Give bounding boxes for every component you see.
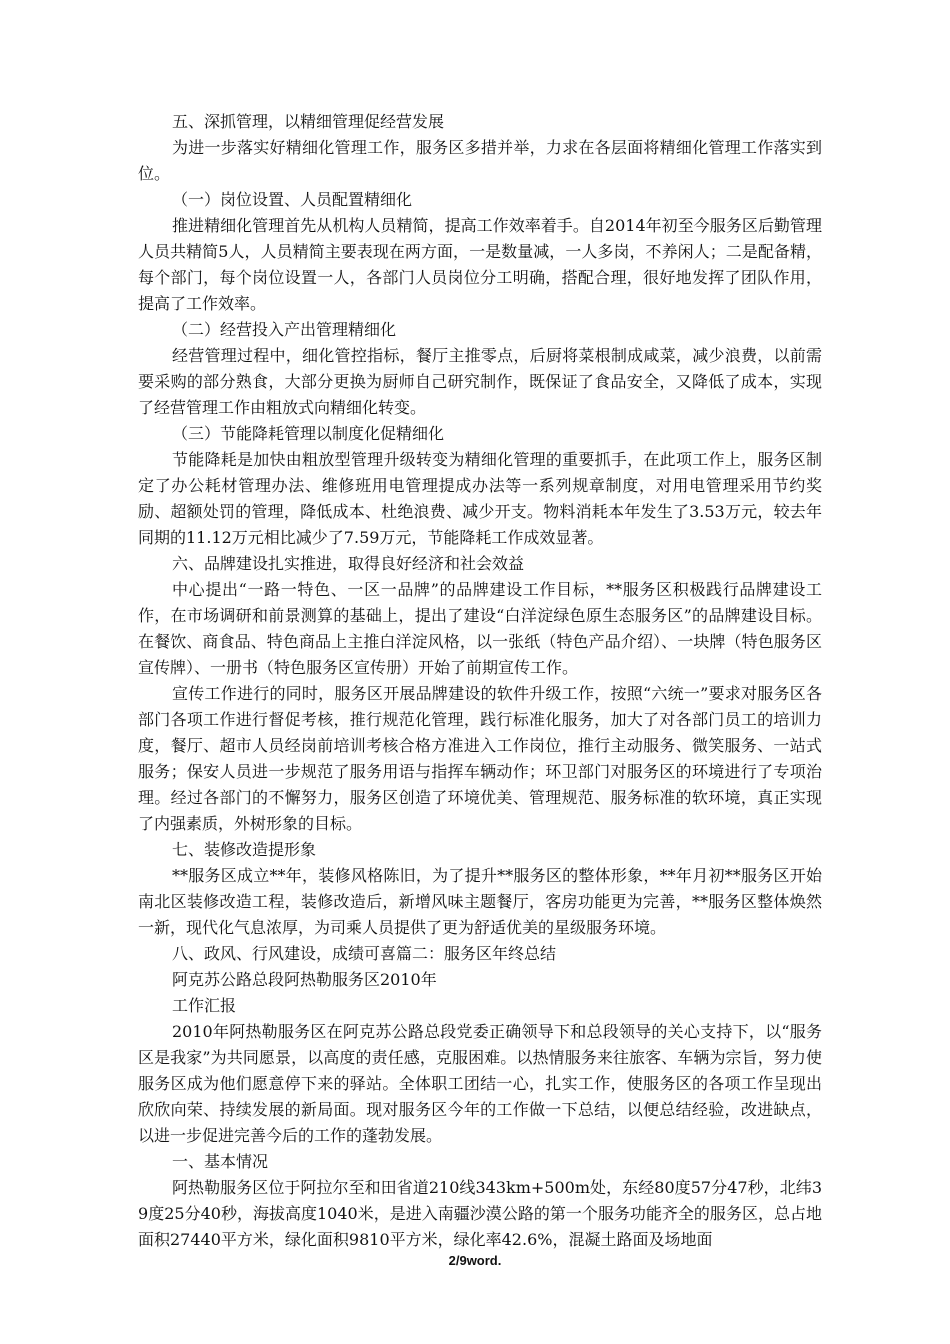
body-paragraph: 经营管理过程中，细化管控指标，餐厅主推零点，后厨将菜根制成咸菜，减少浪费，以前需要采购的部分熟食，大部分更换为厨师自己研究制作，既保证了食品安全，又降低了成本，实现了经营管理工作由粗放式向精细化转变。	[138, 346, 822, 417]
section-heading: 阿克苏公路总段阿热勒服务区2010年	[172, 970, 437, 989]
body-paragraph: 2010年阿热勒服务区在阿克苏公路总段党委正确领导下和总段领导的关心支持下，以“服务区是我家”为共同愿景，以高度的责任感，克服困难。以热情服务来往旅客、车辆为宗旨，努力使服务区成为他们愿意停下来的驿站。全体职工团结一心，扎实工作，使服务区的各项工作呈现出欣欣向荣、持续发展的新局面。现对服务区今年的工作做一下总结，以便总结经验，改进缺点，以进一步促进完善今后的工作的蓬勃发展。	[138, 1022, 822, 1145]
section-heading: （二）经营投入产出管理精细化	[172, 320, 397, 339]
page-footer: 2/9word.	[448, 1253, 502, 1268]
section-heading: 六、品牌建设扎实推进，取得良好经济和社会效益	[172, 554, 525, 573]
body-paragraph: 阿热勒服务区位于阿拉尔至和田省道210线343km+500m处，东经80度57分47秒，北纬39度25分40秒，海拔高度1040米，是进入南疆沙漠公路的第一个服务功能齐全的服务区，总占地面积27440平方米，绿化面积9810平方米，绿化率42.6%，混凝土路面及场地面	[138, 1178, 822, 1249]
section-heading: 一、基本情况	[172, 1152, 269, 1171]
body-paragraph: 为进一步落实好精细化管理工作，服务区多措并举，力求在各层面将精细化管理工作落实到位。	[138, 138, 822, 183]
section-heading: 五、深抓管理，以精细管理促经营发展	[172, 112, 445, 131]
section-heading: 七、装修改造提形象	[172, 840, 317, 859]
body-paragraph: 推进精细化管理首先从机构人员精简，提高工作效率着手。自2014年初至今服务区后勤管理人员共精简5人，人员精简主要表现在两方面，一是数量减，一人多岗，不养闲人；二是配备精，每个部门，每个岗位设置一人，各部门人员岗位分工明确，搭配合理，很好地发挥了团队作用，提高了工作效率。	[138, 216, 822, 313]
section-heading: 八、政风、行风建设，成绩可喜篇二：服务区年终总结	[172, 944, 557, 963]
section-heading: （一）岗位设置、人员配置精细化	[172, 190, 413, 209]
body-paragraph: **服务区成立**年，装修风格陈旧，为了提升**服务区的整体形象，**年月初**服务区开始南北区装修改造工程，装修改造后，新增风味主题餐厅，客房功能更为完善，**服务区整体焕然一新，现代化气息浓厚，为司乘人员提供了更为舒适优美的星级服务环境。	[138, 866, 822, 937]
body-paragraph: 节能降耗是加快由粗放型管理升级转变为精细化管理的重要抓手，在此项工作上，服务区制定了办公耗材管理办法、维修班用电管理提成办法等一系列规章制度，对用电管理采用节约奖励、超额处罚的管理，降低成本、杜绝浪费、减少开支。物料消耗本年发生了3.53万元，较去年同期的11.12万元相比减少了7.59万元，节能降耗工作成效显著。	[138, 450, 822, 547]
document-body	[138, 109, 822, 1253]
section-heading: （三）节能降耗管理以制度化促精细化	[172, 424, 445, 443]
body-paragraph: 中心提出“一路一特色、一区一品牌”的品牌建设工作目标，**服务区积极践行品牌建设工作，在市场调研和前景测算的基础上，提出了建设“白洋淀绿色原生态服务区”的品牌建设目标。在餐饮、商食品、特色商品上主推白洋淀风格，以一张纸（特色产品介绍）、一块牌（特色服务区宣传牌）、一册书（特色服务区宣传册）开始了前期宣传工作。	[138, 580, 822, 677]
section-heading: 工作汇报	[172, 996, 237, 1015]
body-paragraph: 宣传工作进行的同时，服务区开展品牌建设的软件升级工作，按照“六统一”要求对服务区各部门各项工作进行督促考核，推行规范化管理，践行标准化服务，加大了对各部门员工的培训力度，餐厅、超市人员经岗前培训考核合格方准进入工作岗位，推行主动服务、微笑服务、一站式服务；保安人员进一步规范了服务用语与指挥车辆动作；环卫部门对服务区的环境进行了专项治理。经过各部门的不懈努力，服务区创造了环境优美、管理规范、服务标准的软环境，真正实现了内强素质，外树形象的目标。	[138, 684, 822, 833]
